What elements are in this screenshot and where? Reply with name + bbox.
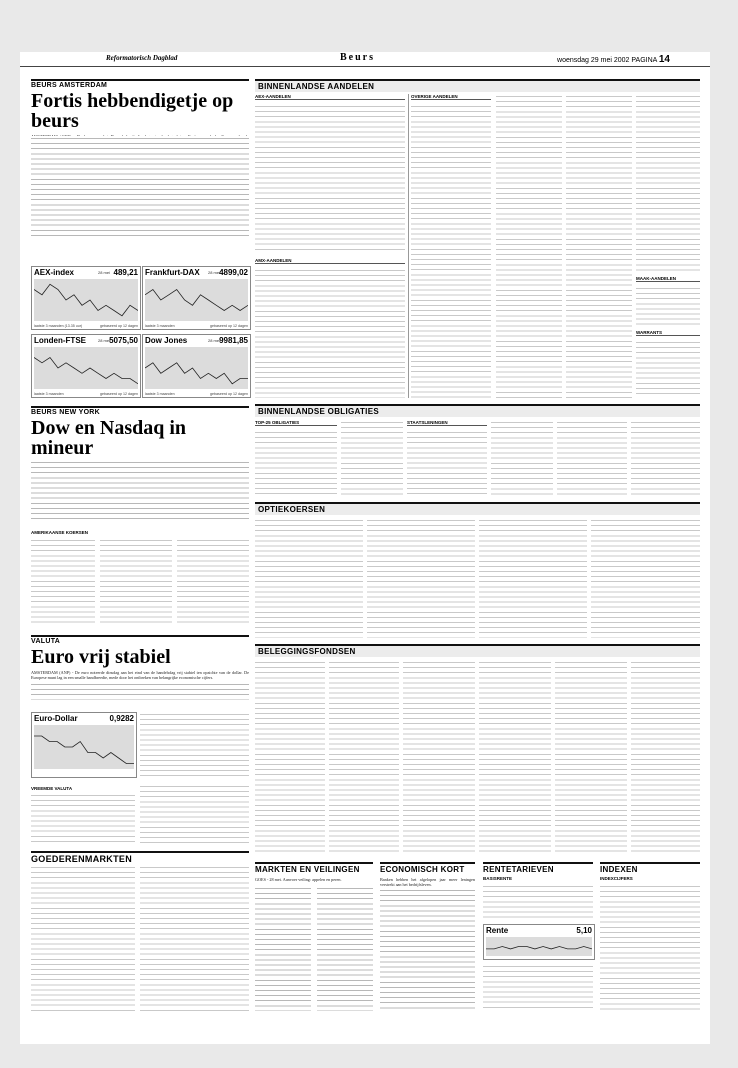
- options-table: [367, 518, 475, 638]
- dax-chart: [142, 266, 251, 330]
- chart-date: 28 mei: [207, 338, 220, 343]
- issue-date: woensdag 29 mei 2002: [557, 57, 630, 64]
- ftse-chart: [31, 334, 141, 398]
- rente-chart: [483, 924, 595, 960]
- funds-table: [255, 660, 325, 856]
- bonds-table: [341, 420, 403, 496]
- beleggingsfondsen: [255, 644, 700, 657]
- chart-value: 5,10: [576, 926, 592, 935]
- overige-aandelen-table: [566, 94, 632, 398]
- chart-plot: [145, 279, 248, 321]
- vreemde-valuta-label: VREEMDE VALUTA: [31, 786, 73, 791]
- chart-footnote: laatste 3 maanden (13.35 uur): [34, 324, 83, 328]
- chart-footnote: laatste 3 maanden: [145, 324, 175, 328]
- us-quotes-table: [177, 538, 249, 624]
- overige-aandelen-table: [496, 94, 562, 398]
- chart-footnote-right: gebaseerd op 12 dagen: [210, 392, 248, 396]
- dowjones-chart: [142, 334, 251, 398]
- trend-line: [34, 284, 138, 316]
- options-table: [479, 518, 587, 638]
- amerikaanse-koersen: [31, 528, 249, 535]
- euro-dollar-chart: [31, 712, 137, 778]
- funds-table: [403, 660, 475, 856]
- currency-table: [140, 712, 249, 776]
- us-quotes-table: [31, 538, 95, 624]
- overige-aandelen-label: OVERIGE AANDELEN: [411, 94, 491, 100]
- rates-table: [557, 420, 627, 496]
- chart-value: 0,9282: [109, 714, 134, 723]
- warrants-label: WARRANTS: [636, 330, 700, 336]
- trend-line: [486, 947, 592, 949]
- aex-aandelen-label: AEX-AANDELEN: [255, 94, 405, 100]
- amx-aandelen-table: [255, 268, 405, 398]
- top25-header: [255, 420, 337, 426]
- amerikaanse-koersen-label: AMERIKAANSE KOERSEN: [31, 530, 89, 535]
- staatsleningen-table: [407, 430, 487, 496]
- chart-line: [145, 347, 248, 389]
- warrants-section: [636, 330, 700, 336]
- rates-table: [483, 964, 593, 1011]
- chart-plot: [34, 725, 134, 769]
- amx-aandelen-header: [255, 258, 405, 264]
- chart-footnote-right: gebaseerd op 12 dagen: [100, 392, 138, 396]
- chart-date: 28 mei: [207, 270, 220, 275]
- section-title: Beurs: [340, 52, 375, 63]
- indexen-label: INDEXEN: [600, 862, 700, 874]
- paper-name: Reformatorisch Dagblad: [106, 54, 178, 62]
- column-divider: [408, 94, 409, 398]
- warrants-header: [636, 276, 700, 282]
- chart-plot: [34, 347, 138, 389]
- indexen: [600, 862, 700, 881]
- maak-aandelen-table: [636, 286, 700, 326]
- beleggingsfondsen-label: BELEGGINGSFONDSEN: [255, 644, 700, 657]
- chart-line: [34, 279, 138, 321]
- valuta-headline: Euro vrij stabiel: [31, 646, 171, 668]
- chart-plot: [486, 937, 592, 956]
- bonds-table: [491, 420, 553, 496]
- binnenlandse-obligaties-label: BINNENLANDSE OBLIGATIES: [255, 404, 700, 417]
- chart-line: [145, 279, 248, 321]
- chart-title: Frankfurt-DAX: [145, 268, 200, 277]
- overige-aandelen-header: [411, 94, 491, 100]
- chart-footnote-right: gebaseerd op 12 dagen: [210, 324, 248, 328]
- economisch-kort: [380, 862, 475, 887]
- aex-aandelen-header: [255, 94, 405, 100]
- market-text: [255, 886, 311, 1011]
- options-table: [591, 518, 700, 638]
- chart-value: 5075,50: [109, 336, 138, 345]
- chart-footnote: laatste 3 maanden: [145, 392, 175, 396]
- optiekoersen-label: OPTIEKOERSEN: [255, 502, 700, 515]
- chart-footnote-right: gebaseerd op 12 dagen: [100, 324, 138, 328]
- options-table: [255, 518, 363, 638]
- chart-line: [34, 347, 138, 389]
- goederenmarkten-label: GOEDERENMARKTEN: [31, 851, 249, 864]
- chart-plot: [145, 347, 248, 389]
- amx-aandelen-label: AMX-AANDELEN: [255, 258, 405, 264]
- valuta-body: AMSTERDAM (ANP) - De euro noteerde dinsdag aan het eind van de handelsdag vrij stabiel ten opzichte van de dollar. De Europese munt lag in een smalle bandbreedte, mede door het ontbreken van belangrijke economische cijfers.: [31, 670, 249, 681]
- chart-line: [486, 937, 592, 956]
- beurs-amsterdam-headline: Fortis hebbendigetje op beurs: [31, 90, 234, 132]
- binnenlandse-obligaties: [255, 404, 700, 417]
- rentetarieven-label: RENTETARIEVEN: [483, 862, 593, 874]
- commodities-table: [31, 865, 135, 1011]
- aex-chart: [31, 266, 141, 330]
- maak-aandelen-label: MAAK-AANDELEN: [636, 276, 700, 282]
- staatsleningen-header: [407, 420, 487, 426]
- chart-value: 489,21: [113, 268, 138, 277]
- article-text-block: [31, 136, 249, 240]
- markten-en-veilingen: [255, 862, 373, 882]
- foreign-currency-table: [31, 793, 135, 845]
- market-text: [317, 886, 373, 1011]
- funds-table: [479, 660, 551, 856]
- goederenmarkten: [31, 851, 249, 864]
- notes-box: [631, 420, 700, 496]
- funds-table: [555, 660, 627, 856]
- binnenlandse-aandelen-label: BINNENLANDSE AANDELEN: [255, 79, 700, 92]
- vreemde-valuta: [31, 784, 135, 791]
- economisch-kort-text: [380, 888, 475, 1011]
- funds-table: [631, 660, 700, 856]
- indexen-table: [600, 884, 700, 1011]
- masthead: [20, 52, 710, 67]
- chart-title: Dow Jones: [145, 336, 188, 345]
- economisch-kort-label: ECONOMISCH KORT: [380, 862, 475, 874]
- chart-title: Londen-FTSE: [34, 336, 86, 345]
- article-text-block: [31, 460, 249, 522]
- chart-title: AEX-index: [34, 268, 75, 277]
- optiekoersen: [255, 502, 700, 515]
- trend-line: [34, 736, 134, 764]
- economisch-kort-item: Banken hebben het afgelopen jaar meer leningen verstrekt aan het bedrijfsleven.: [380, 877, 475, 888]
- date-and-page: [557, 54, 670, 65]
- chart-title: Rente: [486, 926, 509, 935]
- valuta-section: [31, 635, 249, 680]
- funds-table: [329, 660, 399, 856]
- rates-table: [483, 884, 593, 920]
- trend-line: [145, 363, 248, 384]
- chart-value: 9981,85: [219, 336, 248, 345]
- us-quotes-table: [100, 538, 172, 624]
- top25-table: [255, 430, 337, 496]
- chart-footnote: laatste 3 maanden: [34, 392, 64, 396]
- top25-label: TOP-25 OBLIGATIES: [255, 420, 337, 426]
- aex-aandelen-table: [255, 104, 405, 254]
- indexcijfers-label: INDEXCIJFERS: [600, 876, 633, 881]
- article-text-block: [31, 682, 249, 700]
- overige-aandelen-table: [636, 94, 700, 272]
- chart-plot: [34, 279, 138, 321]
- beurs-new-york-headline: Dow en Nasdaq in mineur: [31, 417, 187, 459]
- page-label: PAGINA: [631, 57, 657, 64]
- chart-value: 4899,02: [219, 268, 248, 277]
- chart-line: [34, 725, 134, 769]
- valuta-label: VALUTA: [31, 635, 249, 645]
- warrants-table: [636, 340, 700, 398]
- rentetarieven: [483, 862, 593, 881]
- beurs-amsterdam-label: BEURS AMSTERDAM: [31, 79, 249, 89]
- staatsleningen-label: STAATSLENINGEN: [407, 420, 487, 426]
- markten-intro: GOES - 28 mei. Aanvoer veiling: appelen en peren.: [255, 877, 342, 882]
- overige-aandelen-table: [411, 104, 491, 398]
- markten-veilingen-label: MARKTEN EN VEILINGEN: [255, 862, 373, 874]
- page-number: 14: [658, 54, 670, 65]
- trend-line: [34, 358, 138, 384]
- chart-title: Euro-Dollar: [34, 714, 78, 723]
- currency-rates-table: [140, 784, 249, 845]
- beurs-new-york-label: BEURS NEW YORK: [31, 406, 249, 416]
- chart-date: 28 mei: [97, 338, 110, 343]
- chart-date: 28 mei: [97, 270, 110, 275]
- binnenlandse-aandelen: [255, 79, 700, 92]
- commodities-table: [140, 865, 249, 1011]
- trend-line: [145, 290, 248, 311]
- basisrente-label: BASISRENTE: [483, 876, 513, 881]
- newspaper-page: [20, 52, 710, 1044]
